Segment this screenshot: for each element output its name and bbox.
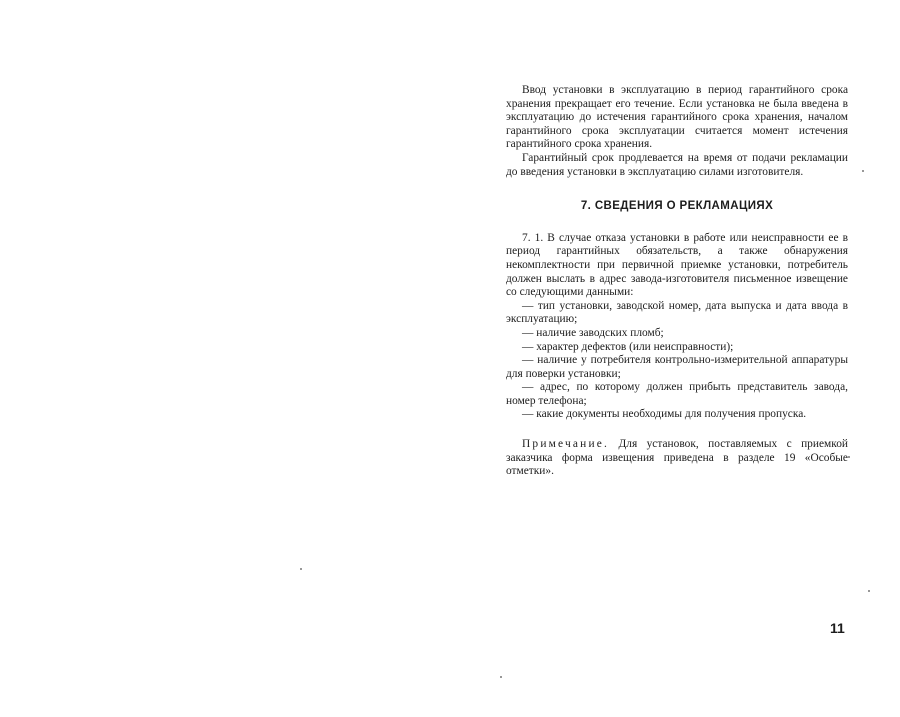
scan-speck: [500, 676, 502, 678]
scan-speck: [300, 568, 302, 570]
paragraph-claim-procedure: 7. 1. В случае отказа установки в работе или неисправности ее в период гарантийных обязательств, а также обнаружения некомплектности при первичной приемке установки, потребитель должен выслать в адрес завода-изготовителя письменное извещение со следующими данными:: [506, 231, 848, 299]
list-item: — какие документы необходимы для получения пропуска.: [522, 408, 807, 421]
section-heading: 7. СВЕДЕНИЯ О РЕКЛАМАЦИЯХ: [580, 200, 774, 213]
list-item: — наличие заводских пломб;: [522, 326, 664, 339]
page-number: 11: [830, 620, 845, 636]
list-item: — адрес, по которому должен прибыть представитель завода, номер телефона;: [506, 381, 848, 407]
note-text: Для установок, поставляемых с приемкой заказчика форма извещения приведена в разделе 19 «Особые отметки».: [506, 438, 848, 478]
text-column: [506, 84, 848, 479]
list-item: — наличие у потребителя контрольно-измерительной аппаратуры для поверки установки;: [506, 354, 848, 380]
note-paragraph: [506, 438, 848, 479]
scan-speck: [862, 170, 864, 172]
paragraph-warranty-extension: Гарантийный срок продлевается на время от подачи рекламации до введения установки в эксплуатацию силами изготовителя.: [506, 151, 848, 178]
scan-speck: [848, 456, 850, 458]
note-label: Примечание.: [522, 438, 610, 451]
spacer: [506, 422, 848, 438]
list-item: — тип установки, заводской номер, дата выпуска и дата ввода в эксплуатацию;: [506, 299, 848, 326]
list-item: — характер дефектов (или неисправности);: [522, 340, 734, 353]
paragraph-warranty-storage: Ввод установки в эксплуатацию в период гарантийного срока хранения прекращает его течение. Если установка не была введена в эксплуатацию до истечения гарантийного срока хранения, началом гарантийного срока эксплуатации считается момент истечения гарантийного срока хранения.: [506, 84, 848, 151]
scan-speck: [868, 590, 870, 592]
